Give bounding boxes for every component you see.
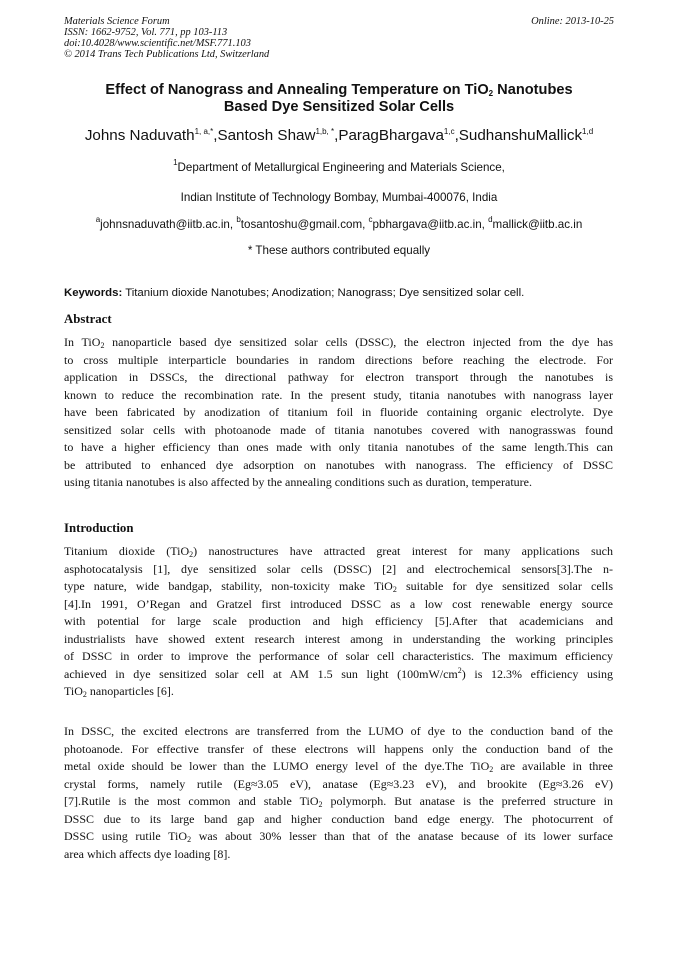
author-list [40, 127, 638, 145]
text-line: DSSC using rutile TiO$_2$ was about 30% lesser than that of the anatase because of its lower surface [64, 829, 613, 844]
author-affiliation-mark: 1,b, * [315, 127, 335, 136]
title-line-1: Effect of Nanograss and Annealing Temperature on TiO$_2$ Nanotubes [105, 82, 573, 98]
affiliation-line-1: $^1$Department of Metallurgical Engineering and Materials Science, [173, 158, 505, 174]
journal-name: Materials Science Forum [64, 16, 170, 27]
text-line: TiO$_2$ nanoparticles [6]. [64, 684, 174, 699]
text-line: to cross multiple interparticle boundaries in random directions before reaching the electrode. For [64, 352, 613, 367]
text-line: photoanode. For effective transfer of these electrons will happens only the conduction band of the [64, 741, 613, 756]
author-name: Johns Naduvath [84, 127, 195, 144]
text-line: DSSC due to its large band gap and higher conduction band edge energy. The photocurrent of [64, 811, 613, 826]
text-line: metal oxide should be lower than the LUMO energy level of the dye.The TiO$_2$ are available in three [64, 759, 613, 774]
text-line: [7].Rutile is the most common and stable TiO$_2$ polymorph. But anatase is the preferred structure in [64, 794, 614, 809]
affiliation-line-2: Indian Institute of Technology Bombay, Mumbai-400076, India [180, 191, 498, 204]
text-line: be attributed to enhanced dye adsorption on nanotubes with nanograss. The efficiency of DSSC [64, 457, 613, 472]
text-line: have been fabricated by anodization of titanium foil in fluoride containing organic electrolyte. Dye [64, 405, 613, 419]
email-list: $^a$johnsnaduvath@iitb.ac.in, $^b$tosantoshu@gmail.com, $^c$pbhargava@iitb.ac.in, $^d$mallick@iitb.ac.in [95, 215, 583, 231]
text-line: application in DSSCs, the directional pathway for electron transport through the nanotubes is [64, 370, 613, 384]
text-line: asphotocatalysis [1], dye sensitized solar cells (DSSC) [2] and electrochemical sensors[3].The n- [64, 561, 613, 576]
issn-line: ISSN: 1662-9752, Vol. 771, pp 103-113 [64, 27, 228, 38]
author-affiliation-mark: 1, a,* [194, 127, 214, 136]
abstract-body [64, 334, 613, 492]
text-line: using titania nanotubes is also affected by the annealing conditions such as duration, temperature. [64, 475, 532, 489]
text-line: crystal forms, namely rutile (Eg≈3.05 eV), anatase (Eg≈3.23 eV), and brookite (Eg≈3.26 eV) [64, 776, 613, 791]
text-line: industrialists have showed extent research interest among in understanding the working principles [64, 631, 613, 646]
journal-header [64, 16, 269, 60]
keywords [64, 286, 524, 300]
text-line: type nature, wide bandgap, stability, non-toxicity make TiO$_2$ suitable for dye sensitized solar cells [64, 579, 614, 594]
text-line: In TiO$_2$ nanoparticle based dye sensitized solar cells (DSSC), the electron injected from the dye has [64, 335, 613, 350]
doi-line: doi:10.4028/www.scientific.net/MSF.771.103 [64, 38, 251, 49]
text-line: known to reduce the recombination rate. In the present study, titania nanotubes with nanograss layer [64, 387, 613, 402]
author-affiliation-mark: 1,c [443, 127, 455, 136]
introduction-paragraph-2 [64, 723, 613, 863]
introduction-heading: Introduction [64, 521, 134, 535]
text-line: In DSSC, the excited electrons are transferred from the LUMO of dye to the conduction band of the [64, 724, 613, 738]
keywords-label: Keywords: [64, 287, 123, 299]
keywords-text: Titanium dioxide Nanotubes; Anodization; Nanograss; Dye sensitized solar cell. [122, 287, 525, 299]
text-line: [4].In 1991, O’Regan and Gratzel first introduced DSSC as a low cost renewable energy source [64, 596, 613, 611]
title-line-2: Based Dye Sensitized Solar Cells [223, 99, 455, 115]
author-name: ,ParagBhargava [334, 127, 444, 144]
text-line: Titanium dioxide (TiO$_2$) nanostructures have attracted great interest for many applications such [64, 544, 613, 559]
text-line: of DSSC in order to improve the performance of solar cell characteristics. The maximum efficiency [64, 649, 613, 663]
text-line: with potential for large scale production and high efficiency [5].After that academicians and [64, 614, 613, 628]
paper-title [50, 82, 628, 116]
text-line: achieved in dye sensitized solar cell at AM 1.5 sun light $(100mW/cm^2)$ is 12.3% efficiency using [64, 665, 614, 681]
text-line: area which affects dye loading [8]. [64, 846, 231, 861]
introduction-paragraph-1 [64, 543, 613, 701]
text-line: sensitized solar cells with photoanode made of titania nanotubes covered with nanograsswas found [64, 422, 613, 437]
copyright-line: © 2014 Trans Tech Publications Ltd, Switzerland [64, 49, 270, 60]
online-date: Online: 2013-10-25 [531, 16, 614, 27]
text-line: to have a higher efficiency than ones made with only titania nanotubes of the same length.This can [64, 440, 613, 454]
author-name: ,Santosh Shaw [213, 127, 316, 144]
author-name: ,SudhanshuMallick [454, 127, 583, 144]
author-affiliation-mark: 1,d [582, 127, 594, 136]
abstract-heading: Abstract [64, 312, 112, 326]
equal-contribution-note: * These authors contributed equally [247, 244, 431, 257]
